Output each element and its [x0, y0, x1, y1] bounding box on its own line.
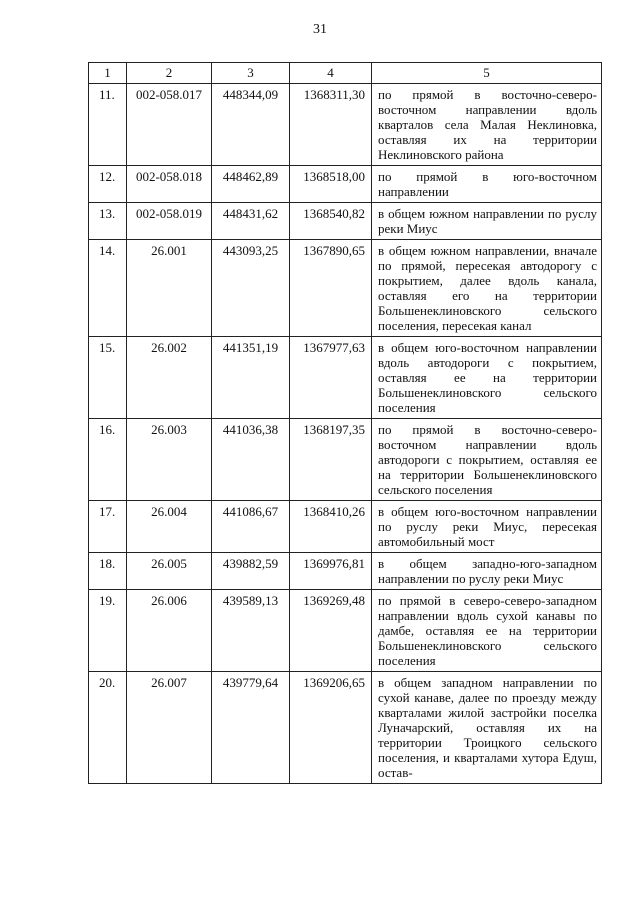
x-coordinate-cell: 439589,13 — [212, 590, 290, 672]
table-row — [89, 419, 602, 501]
x-coordinate-cell: 441036,38 — [212, 419, 290, 501]
description-cell: в общем западно-юго-западном направлении по руслу реки Миус — [372, 553, 602, 590]
table-row — [89, 337, 602, 419]
y-coordinate-cell: 1368540,82 — [290, 203, 372, 240]
point-code-cell: 26.004 — [127, 501, 212, 553]
description-cell: в общем южном направлении по руслу реки Миус — [372, 203, 602, 240]
row-number-cell: 14. — [89, 240, 127, 337]
x-coordinate-cell: 448344,09 — [212, 84, 290, 166]
table-header-row — [89, 63, 602, 84]
y-coordinate-cell: 1368197,35 — [290, 419, 372, 501]
table-row — [89, 166, 602, 203]
row-number-cell: 17. — [89, 501, 127, 553]
table-row — [89, 590, 602, 672]
description-cell: в общем юго-восточном направлении вдоль автодороги с покрытием, оставляя ее на территории Большенеклиновского сельского поселения — [372, 337, 602, 419]
x-coordinate-cell: 448431,62 — [212, 203, 290, 240]
x-coordinate-cell: 443093,25 — [212, 240, 290, 337]
description-cell: в общем юго-восточном направлении по руслу реки Миус, пересекая автомобильный мост — [372, 501, 602, 553]
y-coordinate-cell: 1369976,81 — [290, 553, 372, 590]
point-code-cell: 26.003 — [127, 419, 212, 501]
row-number-cell: 19. — [89, 590, 127, 672]
point-code-cell: 26.002 — [127, 337, 212, 419]
row-number-cell: 13. — [89, 203, 127, 240]
y-coordinate-cell: 1368518,00 — [290, 166, 372, 203]
x-coordinate-cell: 439882,59 — [212, 553, 290, 590]
column-header: 4 — [290, 63, 372, 84]
table-row — [89, 240, 602, 337]
table-row — [89, 672, 602, 784]
description-cell: в общем западном направлении по сухой канаве, далее по проезду между кварталами жилой застройки поселка Луначарский, оставляя их на территории Троицкого сельского поселения, и кварталами хутора Едуш, остав- — [372, 672, 602, 784]
table-row — [89, 501, 602, 553]
x-coordinate-cell: 448462,89 — [212, 166, 290, 203]
y-coordinate-cell: 1368410,26 — [290, 501, 372, 553]
x-coordinate-cell: 441086,67 — [212, 501, 290, 553]
column-header: 5 — [372, 63, 602, 84]
description-cell: в общем южном направлении, вначале по прямой, пересекая автодорогу с покрытием, далее вдоль канала, оставляя его на территории Большенеклиновского сельского поселения, пересекая канал — [372, 240, 602, 337]
point-code-cell: 26.006 — [127, 590, 212, 672]
y-coordinate-cell: 1367977,63 — [290, 337, 372, 419]
row-number-cell: 12. — [89, 166, 127, 203]
description-cell: по прямой в северо-северо-западном направлении вдоль сухой канавы по дамбе, оставляя ее на территории Большенеклиновского сельского поселения — [372, 590, 602, 672]
row-number-cell: 16. — [89, 419, 127, 501]
page-number: 31 — [313, 22, 327, 37]
row-number-cell: 11. — [89, 84, 127, 166]
row-number-cell: 20. — [89, 672, 127, 784]
description-cell: по прямой в юго-восточном направлении — [372, 166, 602, 203]
point-code-cell: 002-058.018 — [127, 166, 212, 203]
table-row — [89, 84, 602, 166]
column-header: 3 — [212, 63, 290, 84]
boundary-points-table — [88, 62, 602, 784]
point-code-cell: 002-058.019 — [127, 203, 212, 240]
column-header: 2 — [127, 63, 212, 84]
y-coordinate-cell: 1369269,48 — [290, 590, 372, 672]
x-coordinate-cell: 441351,19 — [212, 337, 290, 419]
point-code-cell: 002-058.017 — [127, 84, 212, 166]
description-cell: по прямой в восточно-северо-восточном направлении вдоль кварталов села Малая Неклиновка, оставляя их на территории Неклиновского района — [372, 84, 602, 166]
description-cell: по прямой в восточно-северо-восточном направлении вдоль автодороги с покрытием, оставляя ее на территории Большенеклиновского сельского поселения — [372, 419, 602, 501]
column-header: 1 — [89, 63, 127, 84]
point-code-cell: 26.005 — [127, 553, 212, 590]
y-coordinate-cell: 1368311,30 — [290, 84, 372, 166]
point-code-cell: 26.007 — [127, 672, 212, 784]
table-row — [89, 553, 602, 590]
point-code-cell: 26.001 — [127, 240, 212, 337]
row-number-cell: 18. — [89, 553, 127, 590]
row-number-cell: 15. — [89, 337, 127, 419]
table-row — [89, 203, 602, 240]
y-coordinate-cell: 1367890,65 — [290, 240, 372, 337]
y-coordinate-cell: 1369206,65 — [290, 672, 372, 784]
x-coordinate-cell: 439779,64 — [212, 672, 290, 784]
